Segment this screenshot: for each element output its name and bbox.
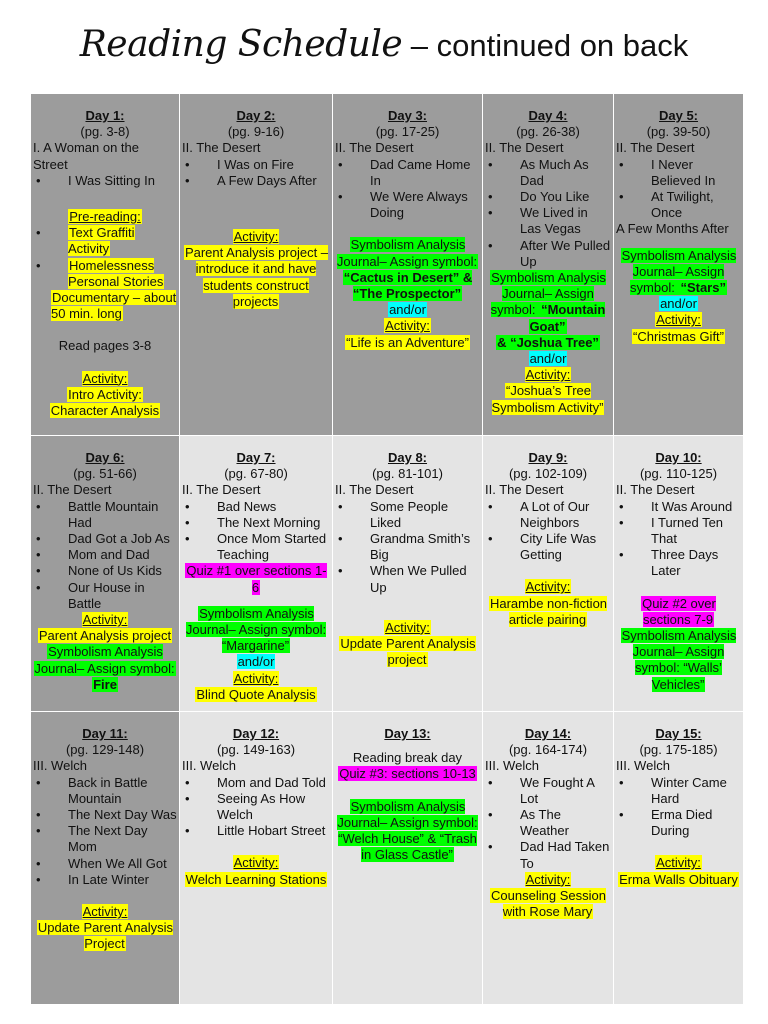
activity-item (33, 225, 177, 257)
chapter-item: • I Never Believed In (616, 157, 741, 189)
text-segment: Quiz #1 over sections 1-6 (186, 563, 327, 595)
activity-block (335, 750, 480, 766)
day-cell-day-14 (483, 712, 614, 1005)
chapter-item: • Dad Came Home In (335, 157, 480, 189)
chapter-item: • Three Days Later (616, 547, 741, 579)
day-cell-day-13 (333, 712, 483, 1005)
chapter-item: • When We Pulled Up (335, 563, 480, 595)
day-title: Day 6: (85, 450, 125, 465)
activity-list (33, 225, 177, 290)
day-pages: (pg. 129-148) (65, 742, 145, 758)
chapter-list (335, 499, 480, 596)
section-heading: II. The Desert (335, 482, 414, 498)
chapter-item: • Once Mom Started Teaching (182, 531, 330, 563)
section-heading: II. The Desert (616, 482, 695, 498)
day-title: Day 4: (528, 108, 568, 123)
text-segment: Intro Activity: (68, 386, 142, 402)
chapter-item: • At Twilight, Once (616, 189, 741, 221)
activity-block (33, 209, 177, 225)
section-heading: I. A Woman on the Street (33, 140, 139, 172)
day-title: Day 9: (528, 450, 568, 465)
day-cell-day-5 (614, 94, 744, 436)
text-segment: Activity: (385, 619, 430, 635)
title-script: Reading Schedule (79, 24, 403, 65)
section-heading: II. The Desert (33, 482, 112, 498)
text-segment: Pre-reading: (69, 209, 141, 225)
chapter-list (616, 499, 741, 580)
text-segment: & “Joshua Tree” (497, 334, 599, 350)
chapter-item: • It Was Around (616, 499, 741, 515)
day-cell-day-3 (333, 94, 483, 436)
day-cell-day-10 (614, 436, 744, 712)
text-segment: Symbolism Analysis Journal– Assign symbol: “Welch House” & “Trash in Glass Castle” (337, 798, 478, 863)
text-segment: Activity: (82, 612, 128, 628)
chapter-item: • Seeing As How Welch (182, 791, 330, 823)
chapter-list (33, 499, 177, 612)
day-cell-day-11 (31, 712, 180, 1005)
chapter-item: • Back in Battle Mountain (33, 775, 177, 807)
chapter-item: • Some People Liked (335, 499, 480, 531)
text-segment: Activity: (82, 904, 128, 920)
day-title: Day 2: (236, 108, 276, 123)
day-title: Day 3: (387, 108, 428, 123)
chapter-item: • I Was on Fire (182, 157, 330, 173)
day-title: Day 7: (236, 450, 276, 465)
activity-block (182, 229, 330, 310)
text-segment: Activity: (656, 312, 701, 328)
text-segment: Activity: (233, 855, 279, 871)
chapter-item: • Dad Got a Job As (33, 531, 177, 547)
day-pages: (pg. 110-125) (639, 466, 718, 482)
text-segment: Symbolism Analysis Journal– Assign symbol: (490, 270, 606, 318)
text-segment: and/or (237, 654, 275, 670)
text-segment: Activity: (233, 229, 279, 245)
activity-block (335, 766, 480, 782)
day-cell-day-9 (483, 436, 614, 712)
chapter-item: • I Was Sitting In (33, 173, 177, 189)
day-title: Day 13: (384, 726, 431, 741)
activity-block (335, 237, 480, 350)
activity-block (485, 579, 611, 628)
text-segment: Reading break day (352, 750, 463, 766)
day-pages: (pg. 164-174) (508, 742, 588, 758)
day-title: Day 10: (655, 450, 702, 465)
chapter-item: • We Lived in Las Vegas (485, 205, 611, 237)
day-pages: (pg. 3-8) (80, 124, 130, 140)
section-heading: II. The Desert (182, 140, 261, 156)
text-segment: Parent Analysis project – introduce it and have students construct projects (184, 245, 329, 309)
day-title: Day 15: (655, 726, 702, 741)
day-pages: (pg. 175-185) (639, 742, 718, 758)
chapter-list (485, 775, 611, 872)
text-segment: Harambe non-fiction article pairing (489, 595, 608, 627)
day-pages: (pg. 9-16) (227, 124, 285, 140)
page-title (0, 24, 768, 65)
text-segment: Welch Learning Stations (185, 871, 327, 887)
activity-block (33, 904, 177, 953)
section-heading: II. The Desert (182, 482, 261, 498)
section-heading: III. Welch (485, 758, 539, 774)
chapter-list (485, 499, 611, 564)
chapter-item: • None of Us Kids (33, 563, 177, 579)
activity-block (485, 872, 611, 921)
chapter-item: • Winter Came Hard (616, 775, 741, 807)
section-heading: III. Welch (616, 758, 670, 774)
chapter-item: • The Next Morning (182, 515, 330, 531)
text-segment: Character Analysis (50, 403, 160, 419)
text-segment: Read pages 3-8 (58, 338, 152, 354)
section-heading: II. The Desert (616, 140, 695, 156)
chapter-list (335, 157, 480, 222)
chapter-item: • Dad Had Taken To (485, 839, 611, 871)
text-segment: Documentary – about 50 min. long (51, 290, 177, 322)
text-segment: Quiz #2 over sections 7-9 (642, 595, 716, 627)
chapter-item: • Do You Like (485, 189, 611, 205)
text-segment: “Mountain Goat” (529, 302, 606, 334)
text-segment: Erma Walls Obituary (619, 871, 738, 887)
text-segment: Symbolism Analysis Journal– Assign symbol: (336, 237, 478, 269)
activity-block (33, 644, 177, 693)
chapter-list (616, 157, 741, 222)
chapter-item: • We Fought A Lot (485, 775, 611, 807)
chapter-item: • City Life Was Getting (485, 531, 611, 563)
chapter-item: • Erma Died During (616, 807, 741, 839)
day-pages: (pg. 51-66) (73, 466, 137, 482)
text-segment: Symbolism Analysis Journal– Assign symbol: (621, 247, 737, 296)
chapter-item: • Little Hobart Street (182, 823, 330, 839)
text-segment: and/or (389, 302, 426, 318)
day-pages: (pg. 39-50) (646, 124, 711, 140)
activity-block (182, 563, 330, 595)
day-title: Day 12: (232, 726, 280, 741)
chapter-item: • Bad News (182, 499, 330, 515)
text-segment: and/or (529, 351, 567, 367)
activity-item (33, 258, 177, 290)
text-segment: Text Graffiti Activity (68, 225, 135, 257)
section-heading: II. The Desert (335, 140, 414, 156)
text-segment: and/or (660, 296, 697, 312)
chapter-item: • We Were Always Doing (335, 189, 480, 221)
day-cell-day-7 (180, 436, 333, 712)
day-title: Day 14: (524, 726, 572, 741)
activity-block (616, 596, 741, 693)
text-segment: Activity: (82, 370, 128, 386)
text-segment: Activity: (525, 367, 571, 383)
text-segment: Symbolism Analysis Journal– Assign symbol: “Margarine” (185, 605, 327, 654)
chapter-list (182, 499, 330, 564)
chapter-list (33, 173, 177, 189)
day-pages: (pg. 102-109) (508, 466, 588, 482)
activity-block (33, 612, 177, 644)
text-segment: Activity: (385, 318, 430, 334)
day-cell-day-6 (31, 436, 180, 712)
activity-block (182, 606, 330, 703)
chapter-item: • I Turned Ten That (616, 515, 741, 547)
chapter-item: • As The Weather (485, 807, 611, 839)
text-segment: Activity: (656, 855, 701, 871)
day-cell-day-4 (483, 94, 614, 436)
section-heading: III. Welch (182, 758, 236, 774)
chapter-item: • The Next Day Was (33, 807, 177, 823)
text-segment: Fire (93, 676, 117, 692)
text-segment: Counseling Session with Rose Mary (491, 888, 606, 920)
day-cell-day-12 (180, 712, 333, 1005)
text-segment: Activity: (525, 871, 571, 887)
day-pages: (pg. 81-101) (372, 466, 443, 482)
chapter-list (182, 775, 330, 840)
title-subtitle: – continued on back (402, 28, 689, 63)
text-segment: Blind Quote Analysis (196, 686, 316, 702)
section-heading: II. The Desert (485, 140, 564, 156)
text-segment: Quiz #3: sections 10-13 (339, 766, 476, 782)
chapter-item: • After We Pulled Up (485, 238, 611, 270)
day-cell-day-1 (31, 94, 180, 436)
chapter-list (616, 775, 741, 840)
activity-block (33, 338, 177, 354)
text-segment: “Cactus in Desert” & “The Prospector” (343, 269, 473, 302)
day-title: Day 8: (387, 450, 428, 465)
day-pages: (pg. 149-163) (216, 742, 296, 758)
chapter-item: • In Late Winter (33, 872, 177, 888)
day-cell-day-15 (614, 712, 744, 1005)
text-segment: Parent Analysis project (38, 628, 172, 644)
chapter-item: • A Lot of Our Neighbors (485, 499, 611, 531)
day-pages: (pg. 17-25) (375, 124, 440, 140)
text-segment: “Christmas Gift” (633, 328, 724, 344)
text-segment: Update Parent Analysis Project (37, 920, 174, 952)
schedule-grid (31, 94, 744, 1005)
section-heading: II. The Desert (485, 482, 564, 498)
text-segment: Update Parent Analysis project (340, 636, 476, 668)
day-title: Day 1: (85, 108, 125, 123)
day-cell-day-8 (333, 436, 483, 712)
activity-block (33, 290, 177, 322)
text-segment: Activity: (233, 670, 279, 686)
day-title: Day 11: (82, 726, 128, 741)
day-cell-day-2 (180, 94, 333, 436)
activity-block (335, 799, 480, 864)
activity-block (616, 248, 741, 345)
text-segment: Homelessness Personal Stories (68, 257, 164, 289)
activity-block (335, 620, 480, 669)
chapter-list (33, 775, 177, 888)
activity-block (182, 855, 330, 887)
section-heading: III. Welch (33, 758, 87, 774)
chapter-item: • When We All Got (33, 856, 177, 872)
activity-block (485, 270, 611, 416)
chapter-item: • A Few Days After (182, 173, 330, 189)
chapter-item: • The Next Day Mom (33, 823, 177, 855)
text-segment: Symbolism Analysis Journal– Assign symbol: “Walls’ Vehicles” (621, 628, 737, 692)
text-segment: Activity: (525, 579, 571, 595)
chapter-list (485, 157, 611, 270)
day-title: Day 5: (658, 108, 699, 123)
activity-block (616, 855, 741, 887)
chapter-list (182, 157, 330, 189)
text-segment: Symbolism Analysis Journal– Assign symbol: (34, 644, 175, 676)
chapter-item: • Mom and Dad Told (182, 775, 330, 791)
activity-block (33, 371, 177, 420)
chapter-extra: A Few Months After (616, 221, 729, 237)
chapter-item: • Battle Mountain Had (33, 499, 177, 531)
chapter-item: • Our House in Battle (33, 580, 177, 612)
text-segment: “Stars” (680, 280, 726, 296)
chapter-item: • As Much As Dad (485, 157, 611, 189)
day-pages: (pg. 67-80) (224, 466, 288, 482)
text-segment: “Joshua’s Tree Symbolism Activity” (491, 383, 604, 415)
day-pages: (pg. 26-38) (516, 124, 580, 140)
chapter-item: • Grandma Smith’s Big (335, 531, 480, 563)
chapter-item: • Mom and Dad (33, 547, 177, 563)
text-segment: “Life is an Adventure” (346, 334, 469, 350)
